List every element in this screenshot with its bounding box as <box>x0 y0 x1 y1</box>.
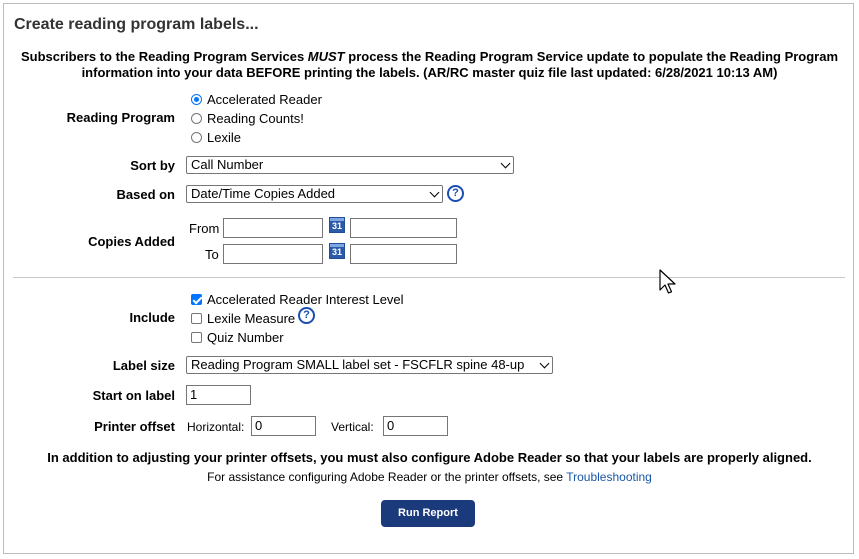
mouse-pointer-icon <box>659 269 677 296</box>
from-label: From <box>189 221 220 236</box>
label-size-select[interactable]: Reading Program SMALL label set - FSCFLR spine 48-up <box>186 356 553 374</box>
chevron-down-icon <box>430 188 440 198</box>
start-on-label-label: Start on label <box>92 388 175 403</box>
start-on-label-input[interactable]: 1 <box>186 385 251 405</box>
checkbox-ar-interest-level[interactable]: Accelerated Reader Interest Level <box>191 292 404 307</box>
page-title: Create reading program labels... <box>14 16 259 33</box>
troubleshooting-link[interactable]: Troubleshooting <box>566 470 652 484</box>
calendar-icon[interactable]: 31 <box>329 217 345 233</box>
based-on-label: Based on <box>116 187 175 202</box>
chevron-down-icon <box>501 159 511 169</box>
subscriber-notice-line1: Subscribers to the Reading Program Services MUST process the Reading Program Service update to populate the Reading Program <box>20 49 839 64</box>
calendar-icon[interactable]: 31 <box>329 243 345 259</box>
reading-program-label: Reading Program <box>66 110 175 125</box>
from-date-input[interactable] <box>223 218 323 238</box>
to-time-input[interactable] <box>350 244 457 264</box>
assistance-note: For assistance configuring Adobe Reader or the printer offsets, see Troubleshooting <box>207 470 652 484</box>
help-icon[interactable]: ? <box>447 185 464 202</box>
horizontal-offset-input[interactable]: 0 <box>251 416 316 436</box>
chevron-down-icon <box>540 359 550 369</box>
vertical-offset-input[interactable]: 0 <box>383 416 448 436</box>
radio-accelerated-reader[interactable]: Accelerated Reader <box>191 92 322 107</box>
sort-by-select[interactable]: Call Number <box>186 156 514 174</box>
vertical-label: Vertical: <box>331 420 374 434</box>
from-time-input[interactable] <box>350 218 457 238</box>
section-divider <box>13 277 845 278</box>
must-emphasis: MUST <box>307 49 345 64</box>
to-label: To <box>205 247 219 262</box>
printer-offset-label: Printer offset <box>94 419 175 434</box>
report-panel <box>3 3 854 554</box>
radio-lexile[interactable]: Lexile <box>191 130 241 145</box>
help-icon[interactable]: ? <box>298 307 315 324</box>
copies-added-label: Copies Added <box>88 234 175 249</box>
subscriber-notice-line2: information into your data BEFORE printing the labels. (AR/RC master quiz file last updated: 6/28/2021 10:13 AM) <box>81 65 778 80</box>
label-size-label: Label size <box>112 358 175 373</box>
checkbox-lexile-measure[interactable]: Lexile Measure <box>191 311 295 326</box>
radio-button-selected[interactable] <box>191 94 202 105</box>
to-date-input[interactable] <box>223 244 323 264</box>
horizontal-label: Horizontal: <box>187 420 245 434</box>
checkbox-checked[interactable] <box>191 294 202 305</box>
checkbox[interactable] <box>191 332 202 343</box>
include-label: Include <box>129 310 175 325</box>
sort-by-label: Sort by <box>130 158 175 173</box>
radio-button[interactable] <box>191 132 202 143</box>
based-on-select[interactable]: Date/Time Copies Added <box>186 185 443 203</box>
run-report-button[interactable]: Run Report <box>381 500 475 527</box>
radio-button[interactable] <box>191 113 202 124</box>
checkbox[interactable] <box>191 313 202 324</box>
radio-reading-counts[interactable]: Reading Counts! <box>191 111 304 126</box>
adobe-reader-note: In addition to adjusting your printer offsets, you must also configure Adobe Reader so that your labels are properly aligned. <box>47 450 812 465</box>
checkbox-quiz-number[interactable]: Quiz Number <box>191 330 284 345</box>
